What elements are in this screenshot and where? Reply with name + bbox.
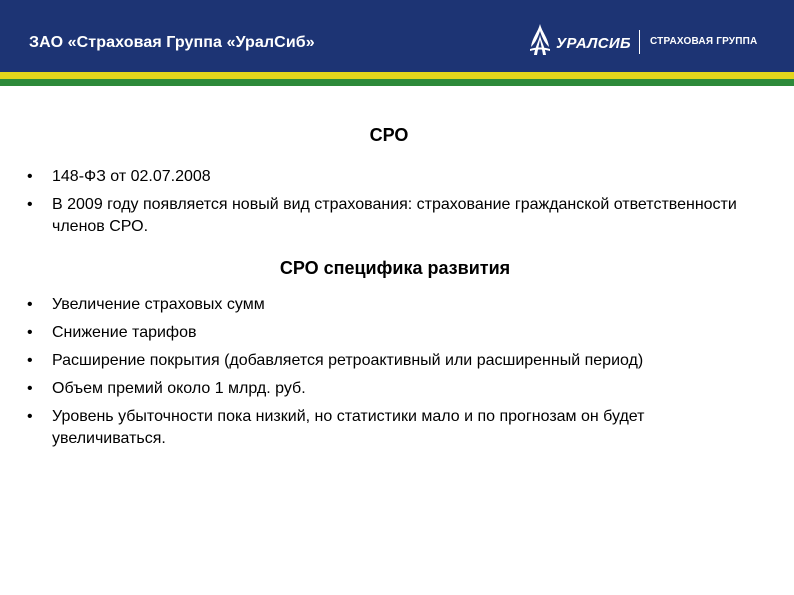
list-item [0,166,760,188]
bullet-text: Расширение покрытия (добавляется ретроактивный или расширенный период) [52,352,644,369]
bullet-text: Уровень убыточности пока низкий, но статистики мало и по прогнозам он будет увеличиваться. [52,408,645,447]
header-bar [0,0,794,72]
list-item [0,294,760,316]
bullet-icon: • [27,408,33,425]
green-stripe [0,79,794,86]
company-name: ЗАО «Страховая Группа «УралСиб» [29,34,315,51]
bullet-text: В 2009 году появляется новый вид страхования: страхование гражданской ответственности членов СРО. [52,196,737,235]
bullet-icon: • [27,196,33,213]
section-title-sro: СРО [369,125,409,145]
bullet-icon: • [27,324,33,341]
list-item [0,322,760,344]
bullet-icon: • [27,296,33,313]
uralsib-emblem-icon [528,23,552,57]
list-item [0,350,760,372]
bullet-text: Снижение тарифов [52,324,197,341]
list-item [0,194,760,238]
section-sro-bullets [0,166,760,244]
bullet-icon: • [27,352,33,369]
bullet-icon: • [27,380,33,397]
list-item [0,406,760,450]
logo-separator [639,30,640,54]
bullet-text: 148-ФЗ от 02.07.2008 [52,168,211,185]
list-item [0,378,760,400]
section-development-bullets [0,294,760,456]
section-title-development: СРО специфика развития [279,258,511,278]
bullet-text: Объем премий около 1 млрд. руб. [52,380,306,397]
uralsib-logo [528,23,778,59]
yellow-stripe [0,72,794,79]
logo-brand-text: УРАЛСИБ [556,35,631,52]
bullet-icon: • [27,168,33,185]
bullet-text: Увеличение страховых сумм [52,296,265,313]
logo-subtitle: СТРАХОВАЯ ГРУППА [650,36,758,47]
